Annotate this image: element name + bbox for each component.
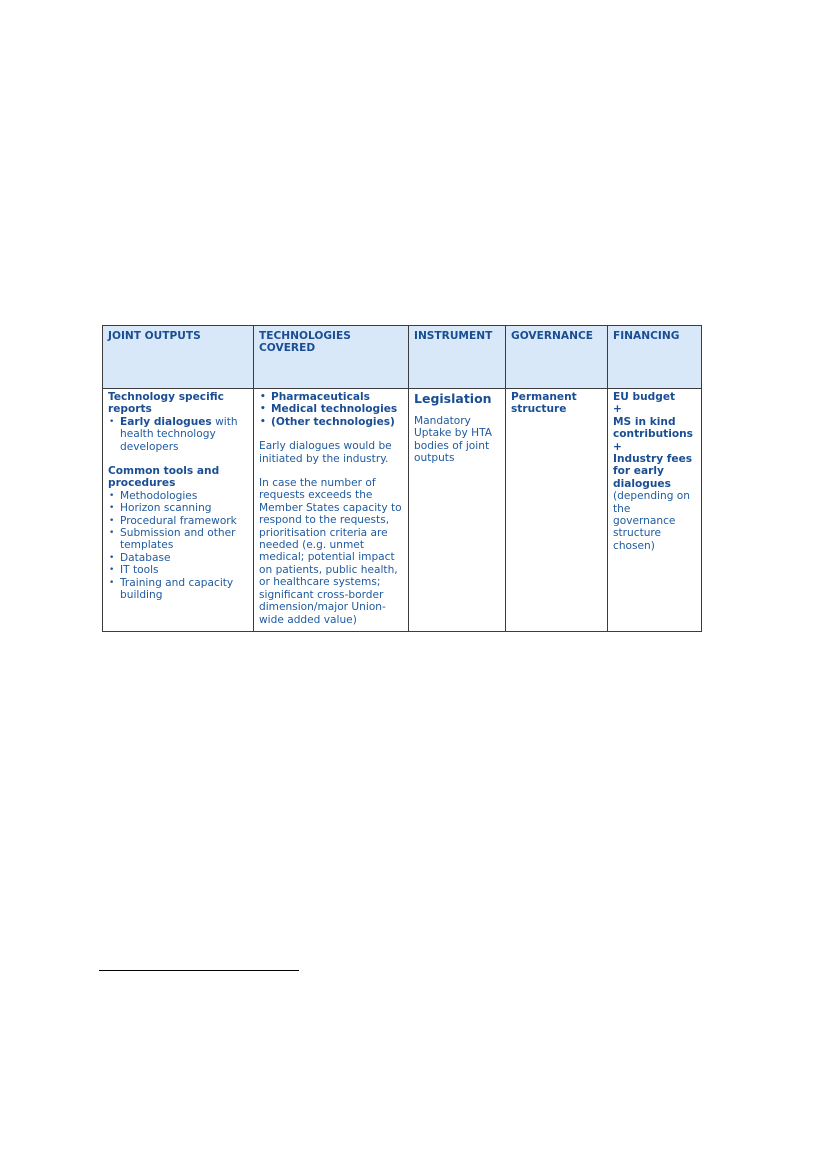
list-item: • (Other technologies) — [259, 416, 403, 428]
cell-joint-outputs — [103, 389, 254, 632]
technologies-list — [259, 391, 403, 428]
header-instrument: INSTRUMENT — [409, 326, 506, 389]
list-item: • Methodologies — [108, 490, 248, 502]
list-item: • Training and capacity building — [108, 577, 248, 602]
list-item: • Database — [108, 552, 248, 564]
table-row — [103, 389, 702, 632]
policy-options-table — [102, 325, 702, 632]
early-dialogues-rest: with health technology developers — [120, 415, 238, 453]
technologies-paragraph-2: In case the number of requests exceeds the Member States capacity to respond to the requests, prioritisation criteria are needed (e.g. unmet medical; potential impact on patients, public health, or healthcare systems; significant cross-border dimension/major Union-wide added value) — [259, 477, 402, 626]
cell-financing — [608, 389, 702, 632]
early-dialogues-label: Early dialogues — [120, 415, 212, 428]
instrument-line-1: Mandatory — [414, 415, 471, 427]
joint-outputs-section2-title: Common tools and procedures — [108, 465, 220, 490]
header-governance: GOVERNANCE — [506, 326, 608, 389]
technologies-paragraph-1: Early dialogues would be initiated by the industry. — [259, 440, 392, 465]
footnote-separator — [99, 970, 299, 971]
cell-technologies-covered — [254, 389, 409, 632]
header-financing: FINANCING — [608, 326, 702, 389]
list-item: • Procedural framework — [108, 515, 248, 527]
list-item: • IT tools — [108, 564, 248, 576]
list-item: • Submission and other templates — [108, 527, 248, 552]
financing-note: (depending on the governance structure chosen) — [613, 490, 691, 552]
joint-outputs-section1-title: Technology specific reports — [108, 391, 224, 416]
header-technologies-covered: TECHNOLOGIES COVERED — [254, 326, 409, 389]
instrument-title: Legislation — [414, 391, 492, 406]
joint-outputs-section1-list — [108, 416, 248, 453]
governance-text: Permanent structure — [511, 391, 577, 416]
financing-plus-2: + — [613, 440, 622, 453]
table-header-row — [103, 326, 702, 389]
joint-outputs-section2-list — [108, 490, 248, 602]
financing-industry-fees: Industry fees for early dialogues — [613, 453, 693, 490]
cell-instrument — [409, 389, 506, 632]
financing-plus-1: + — [613, 403, 622, 416]
list-item: • Medical technologies — [259, 403, 403, 415]
instrument-line-2: Uptake by HTA bodies of joint outputs — [414, 427, 492, 465]
list-item — [108, 416, 248, 453]
financing-ms-contributions: MS in kind contributions — [613, 415, 693, 441]
list-item: • Pharmaceuticals — [259, 391, 403, 403]
financing-eu-budget: EU budget — [613, 391, 676, 403]
header-joint-outputs: JOINT OUTPUTS — [103, 326, 254, 389]
cell-governance — [506, 389, 608, 632]
list-item: • Horizon scanning — [108, 502, 248, 514]
